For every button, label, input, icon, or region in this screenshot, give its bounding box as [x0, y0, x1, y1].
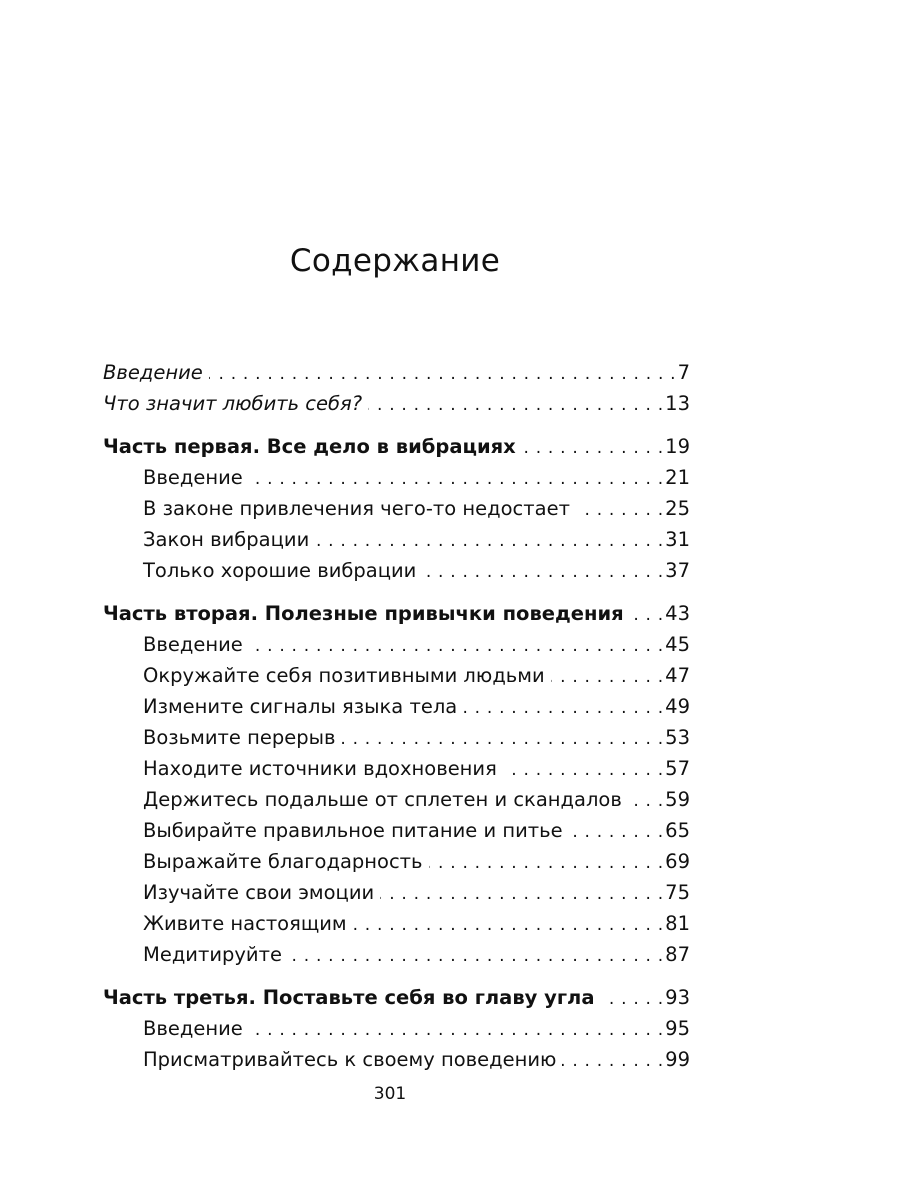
toc-entry[interactable]	[103, 524, 690, 555]
toc-entry-label: Выбирайте правильное питание и питье	[143, 819, 563, 842]
toc-entry-label: Окружайте себя позитивными людьми	[143, 664, 545, 687]
toc-entry[interactable]	[103, 753, 690, 784]
toc-entry-page: 57	[665, 757, 690, 780]
leader-dots	[315, 526, 663, 557]
leader-dots	[628, 786, 663, 817]
toc-entry-page: 45	[665, 633, 690, 656]
toc-entry-label: В законе привлечения чего-то недостает	[143, 497, 570, 520]
leader-dots	[422, 557, 663, 588]
toc-entry-label: Введение	[143, 466, 243, 489]
toc-entry-label: Что значит любить себя?	[103, 392, 363, 415]
leader-dots	[463, 693, 663, 724]
toc-entry-label: Введение	[143, 1017, 243, 1040]
leader-dots	[342, 724, 664, 755]
toc-part-heading[interactable]	[103, 598, 690, 629]
toc-entry-page: 53	[665, 726, 690, 749]
toc-part-page: 93	[665, 986, 690, 1009]
leader-dots	[249, 464, 663, 495]
leader-dots	[368, 390, 663, 421]
toc-entry-label: Изучайте свои эмоции	[143, 881, 375, 904]
toc-entry-label: Измените сигналы языка тела	[143, 695, 458, 718]
toc-entry[interactable]	[103, 462, 690, 493]
toc-entry-label: Введение	[103, 361, 203, 384]
toc-entry-page: 65	[665, 819, 690, 842]
toc-part-page: 43	[665, 602, 690, 625]
toc-entry-page: 87	[665, 943, 690, 966]
leader-dots	[380, 879, 663, 910]
toc-entry-page: 81	[665, 912, 690, 935]
leader-dots	[353, 910, 664, 941]
toc-entry[interactable]	[103, 691, 690, 722]
toc-entry-page: 21	[665, 466, 690, 489]
toc-entry-label: Введение	[143, 633, 243, 656]
toc-entry[interactable]	[103, 555, 690, 586]
toc-entry-label: Только хорошие вибрации	[143, 559, 417, 582]
toc-entry[interactable]	[103, 357, 690, 388]
toc-entry-page: 13	[665, 392, 690, 415]
toc-entry[interactable]	[103, 908, 690, 939]
leader-dots	[601, 984, 664, 1015]
toc-part-page: 19	[665, 435, 690, 458]
toc-entry-page: 75	[665, 881, 690, 904]
toc-entry-page: 25	[665, 497, 690, 520]
toc-entry-label: Живите настоящим	[143, 912, 347, 935]
leader-dots	[562, 1046, 663, 1077]
toc-entry-label: Медитируйте	[143, 943, 282, 966]
leader-dots	[576, 495, 663, 526]
toc-entry-label: Держитесь подальше от сплетен и скандалов	[143, 788, 622, 811]
toc-entry[interactable]	[103, 1044, 690, 1075]
toc-entry[interactable]	[103, 629, 690, 660]
toc-entry[interactable]	[103, 1013, 690, 1044]
leader-dots	[249, 631, 663, 662]
toc-entry-page: 59	[665, 788, 690, 811]
toc-entry[interactable]	[103, 784, 690, 815]
toc-entry-page: 69	[665, 850, 690, 873]
toc-entry[interactable]	[103, 493, 690, 524]
toc-part-heading[interactable]	[103, 982, 690, 1013]
footer-page-number: 301	[373, 1084, 407, 1104]
toc-entry-label: Закон вибрации	[143, 528, 310, 551]
toc-entry-page: 37	[665, 559, 690, 582]
leader-dots	[429, 848, 664, 879]
toc-entry-label: Выражайте благодарность	[143, 850, 423, 873]
toc-entry-page: 47	[665, 664, 690, 687]
toc-part-label: Часть третья. Поставьте себя во главу угла	[103, 986, 595, 1009]
toc-entry-page: 99	[665, 1048, 690, 1071]
toc-entry-page: 95	[665, 1017, 690, 1040]
toc-entry[interactable]	[103, 939, 690, 970]
toc-entry[interactable]	[103, 388, 690, 419]
toc-entry[interactable]	[103, 660, 690, 691]
toc-entry[interactable]	[103, 877, 690, 908]
table-of-contents	[103, 357, 690, 1075]
leader-dots	[288, 941, 663, 972]
toc-part-label: Часть вторая. Полезные привычки поведения	[103, 602, 624, 625]
page-title: Содержание	[289, 242, 501, 279]
toc-entry-label: Присматривайтесь к своему поведению	[143, 1048, 557, 1071]
toc-entry[interactable]	[103, 815, 690, 846]
toc-entry[interactable]	[103, 722, 690, 753]
leader-dots	[522, 433, 663, 464]
leader-dots	[551, 662, 663, 693]
toc-entry-label: Возьмите перерыв	[143, 726, 336, 749]
toc-entry-page: 7	[677, 361, 690, 384]
toc-entry-label: Находите источники вдохновения	[143, 757, 497, 780]
leader-dots	[569, 817, 664, 848]
leader-dots	[630, 600, 664, 631]
toc-entry-page: 31	[665, 528, 690, 551]
leader-dots	[249, 1015, 663, 1046]
toc-part-heading[interactable]	[103, 431, 690, 462]
toc-entry[interactable]	[103, 846, 690, 877]
leader-dots	[209, 359, 676, 390]
toc-entry-page: 49	[665, 695, 690, 718]
leader-dots	[503, 755, 663, 786]
toc-part-label: Часть первая. Все дело в вибрациях	[103, 435, 516, 458]
